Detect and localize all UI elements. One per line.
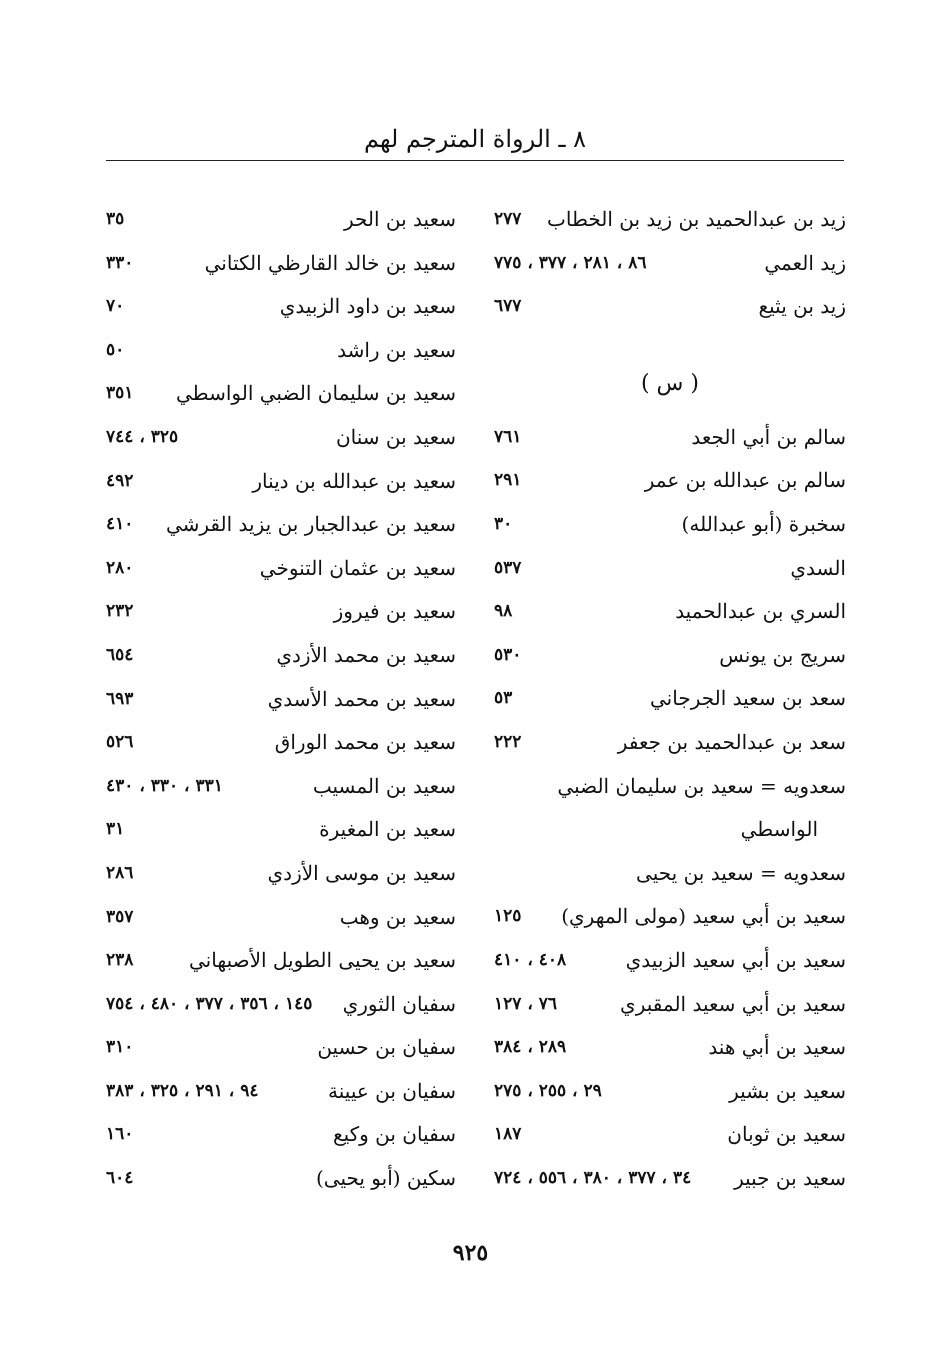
narrator-name: السري بن عبدالحميد bbox=[675, 599, 846, 624]
section-letter: ( س ) bbox=[640, 370, 699, 396]
page-number: ٩٢٥ bbox=[452, 1240, 489, 1266]
page-references: ٧٦ ، ١٢٧ bbox=[494, 993, 557, 1014]
index-entry bbox=[494, 808, 846, 852]
index-entry bbox=[106, 852, 456, 896]
index-entry bbox=[106, 765, 456, 809]
page-references: ٤١٠ bbox=[106, 514, 134, 535]
index-entry bbox=[106, 634, 456, 678]
page-references: ٥٢٦ bbox=[106, 732, 134, 753]
narrator-name: سعيد بن المغيرة bbox=[319, 817, 456, 842]
left-column bbox=[106, 198, 456, 1201]
index-entry bbox=[494, 895, 846, 939]
page-references: ٦٩٣ bbox=[106, 688, 134, 709]
narrator-name: سفيان بن عيينة bbox=[328, 1078, 456, 1103]
index-entry bbox=[494, 634, 846, 678]
narrator-name: سعيد بن محمد الوراق bbox=[274, 730, 456, 755]
narrator-name: سعيد بن أبي سعيد (مولى المهري) bbox=[561, 904, 846, 929]
narrator-name: السدي bbox=[790, 555, 846, 580]
narrator-name: زيد العمي bbox=[764, 250, 846, 275]
narrator-name: سعيد بن فيروز bbox=[333, 599, 456, 624]
page-references: ٥٣٠ bbox=[494, 644, 522, 665]
narrator-name: سعيد بن خالد القارظي الكتاني bbox=[204, 250, 456, 275]
narrator-name: سفيان بن وكيع bbox=[332, 1122, 456, 1147]
index-entry bbox=[106, 460, 456, 504]
index-entry bbox=[106, 1070, 456, 1114]
narrator-name: سعيد بن محمد الأسدي bbox=[267, 686, 456, 711]
index-entry bbox=[106, 1157, 456, 1201]
index-entry bbox=[494, 721, 846, 765]
page-references: ٣٥٧ bbox=[106, 906, 134, 927]
index-entry bbox=[494, 677, 846, 721]
narrator-name: سعيد بن بشير bbox=[729, 1078, 846, 1103]
narrator-name: الواسطي bbox=[740, 817, 818, 842]
index-entry bbox=[106, 590, 456, 634]
index-entry bbox=[494, 1070, 846, 1114]
narrator-name: سعد بن سعيد الجرجاني bbox=[650, 686, 846, 711]
narrator-name: سفيان بن حسين bbox=[317, 1035, 456, 1060]
page-references: ٥٣٧ bbox=[494, 557, 522, 578]
page-references: ٧٦١ bbox=[494, 426, 522, 447]
page-header: ٨ ـ الرواة المترجم لهم bbox=[364, 125, 586, 153]
page-references: ٧٠ bbox=[106, 296, 125, 317]
narrator-name: سعيد بن سنان bbox=[335, 424, 456, 449]
page-references: ٣١٠ bbox=[106, 1037, 134, 1058]
index-entry bbox=[494, 1157, 846, 1201]
page-references: ٥٠ bbox=[106, 339, 125, 360]
narrator-name: سعيد بن عبدالله بن دينار bbox=[252, 468, 456, 493]
page-references: ٦٥٤ bbox=[106, 644, 134, 665]
narrator-name: سعدويه = سعيد بن سليمان الضبي bbox=[557, 773, 846, 798]
index-entry bbox=[494, 547, 846, 591]
index-entry bbox=[494, 852, 846, 896]
index-entry bbox=[106, 372, 456, 416]
narrator-name: سعيد بن المسيب bbox=[312, 773, 456, 798]
page-references: ٦٧٧ bbox=[494, 296, 522, 317]
index-entry bbox=[106, 329, 456, 373]
narrator-name: سالم بن عبدالله بن عمر bbox=[644, 468, 846, 493]
page-references: ٢٩١ bbox=[494, 470, 522, 491]
index-entry bbox=[106, 983, 456, 1027]
page-references: ٢٣٨ bbox=[106, 950, 134, 971]
index-entry bbox=[494, 285, 846, 329]
index-entry bbox=[106, 721, 456, 765]
header-rule bbox=[106, 160, 844, 161]
page-references: ٢٧٧ bbox=[494, 209, 522, 229]
index-entry bbox=[106, 416, 456, 460]
page-references: ٣٢٥ ، ٧٤٤ bbox=[106, 426, 179, 447]
page-references: ٢٩ ، ٢٥٥ ، ٢٧٥ bbox=[494, 1080, 602, 1101]
narrator-name: سعيد بن وهب bbox=[339, 904, 456, 929]
page-references: ٨٦ ، ٢٨١ ، ٣٧٧ ، ٧٧٥ bbox=[494, 252, 647, 273]
narrator-name: سعد بن عبدالحميد بن جعفر bbox=[617, 729, 846, 754]
page-references: ٣١ bbox=[106, 819, 125, 840]
index-entry bbox=[106, 503, 456, 547]
index-entry bbox=[106, 285, 456, 329]
index-entry bbox=[106, 198, 456, 242]
narrator-name: زيد بن عبدالحميد بن زيد بن الخطاب bbox=[547, 207, 846, 231]
narrator-name: سعيد بن سليمان الضبي الواسطي bbox=[176, 381, 456, 406]
index-entry bbox=[106, 1026, 456, 1070]
index-entry bbox=[106, 547, 456, 591]
index-entry bbox=[494, 503, 846, 547]
index-entry bbox=[106, 242, 456, 286]
page-references: ٢٢٢ bbox=[494, 731, 522, 752]
index-entry bbox=[494, 983, 846, 1027]
narrator-name: سريج بن يونس bbox=[719, 642, 846, 667]
page-references: ٣٠ bbox=[494, 513, 513, 534]
narrator-name: سعيد بن أبي سعيد المقبري bbox=[620, 991, 846, 1016]
page-references: ٢٨٩ ، ٣٨٤ bbox=[494, 1037, 567, 1058]
index-entry bbox=[494, 459, 846, 503]
page-references: ٣٣١ ، ٣٣٠ ، ٤٣٠ bbox=[106, 775, 223, 796]
narrator-name: سكين (أبو يحيى) bbox=[315, 1166, 456, 1191]
page-references: ٣٥١ bbox=[106, 383, 134, 404]
index-entry bbox=[494, 198, 846, 242]
narrator-name: سعدويه = سعيد بن يحيى bbox=[636, 860, 846, 885]
page-references: ٦٠٤ bbox=[106, 1168, 134, 1189]
index-entry bbox=[494, 765, 846, 809]
page-references: ٤٠٨ ، ٤١٠ bbox=[494, 949, 567, 970]
section-spacer bbox=[494, 329, 846, 352]
page-references: ٣٣٠ bbox=[106, 252, 134, 273]
page-references: ١٨٧ bbox=[494, 1124, 522, 1145]
page-references: ٩٨ bbox=[494, 601, 513, 622]
index-entry bbox=[494, 590, 846, 634]
narrator-name: سعيد بن داود الزبيدي bbox=[279, 294, 456, 319]
narrator-name: سعيد بن عبدالجبار بن يزيد القرشي bbox=[165, 512, 456, 537]
narrator-name: سعيد بن محمد الأزدي bbox=[276, 642, 456, 667]
narrator-name: سعيد بن راشد bbox=[337, 337, 456, 362]
index-entry bbox=[494, 1113, 846, 1157]
narrator-name: زيد بن يثيع bbox=[758, 294, 846, 319]
index-entry bbox=[494, 939, 846, 983]
index-entry bbox=[106, 896, 456, 940]
narrator-name: سعيد بن أبي هند bbox=[708, 1035, 846, 1060]
narrator-name: سعيد بن جبير bbox=[734, 1165, 846, 1190]
page-references: ١٦٠ bbox=[106, 1124, 134, 1145]
index-entry bbox=[494, 416, 846, 460]
narrator-name: سعيد بن موسى الأزدي bbox=[267, 860, 456, 885]
index-entry bbox=[494, 242, 846, 286]
narrator-name: سعيد بن أبي سعيد الزبيدي bbox=[625, 947, 846, 972]
narrator-name: سعيد بن ثوبان bbox=[727, 1122, 846, 1147]
narrator-name: سالم بن أبي الجعد bbox=[691, 424, 846, 449]
page-references: ٤٩٢ bbox=[106, 470, 134, 491]
index-entry bbox=[106, 678, 456, 722]
page-references: ٣٤ ، ٣٧٧ ، ٣٨٠ ، ٥٥٦ ، ٧٢٤ bbox=[494, 1167, 692, 1188]
page-references: ٣٥ bbox=[106, 209, 125, 229]
page-references: ٥٣ bbox=[494, 688, 513, 709]
page-references: ١٤٥ ، ٣٥٦ ، ٣٧٧ ، ٤٨٠ ، ٧٥٤ bbox=[106, 993, 313, 1014]
index-entry bbox=[106, 1113, 456, 1157]
page-references: ٢٨٦ bbox=[106, 862, 134, 883]
narrator-name: سعيد بن الحر bbox=[343, 207, 456, 231]
page-references: ١٢٥ bbox=[494, 906, 522, 927]
narrator-name: سخبرة (أبو عبدالله) bbox=[681, 511, 846, 536]
index-entry bbox=[106, 808, 456, 852]
page-references: ٩٤ ، ٢٩١ ، ٣٢٥ ، ٣٨٣ bbox=[106, 1080, 259, 1101]
page-references: ٢٣٢ bbox=[106, 601, 134, 622]
right-column bbox=[494, 198, 846, 1200]
index-entry bbox=[494, 1026, 846, 1070]
narrator-name: سعيد بن عثمان التنوخي bbox=[259, 555, 456, 580]
page-references: ٢٨٠ bbox=[106, 557, 134, 578]
narrator-name: سعيد بن يحيى الطويل الأصبهاني bbox=[189, 948, 456, 973]
index-entry bbox=[106, 939, 456, 983]
narrator-name: سفيان الثوري bbox=[342, 991, 456, 1016]
